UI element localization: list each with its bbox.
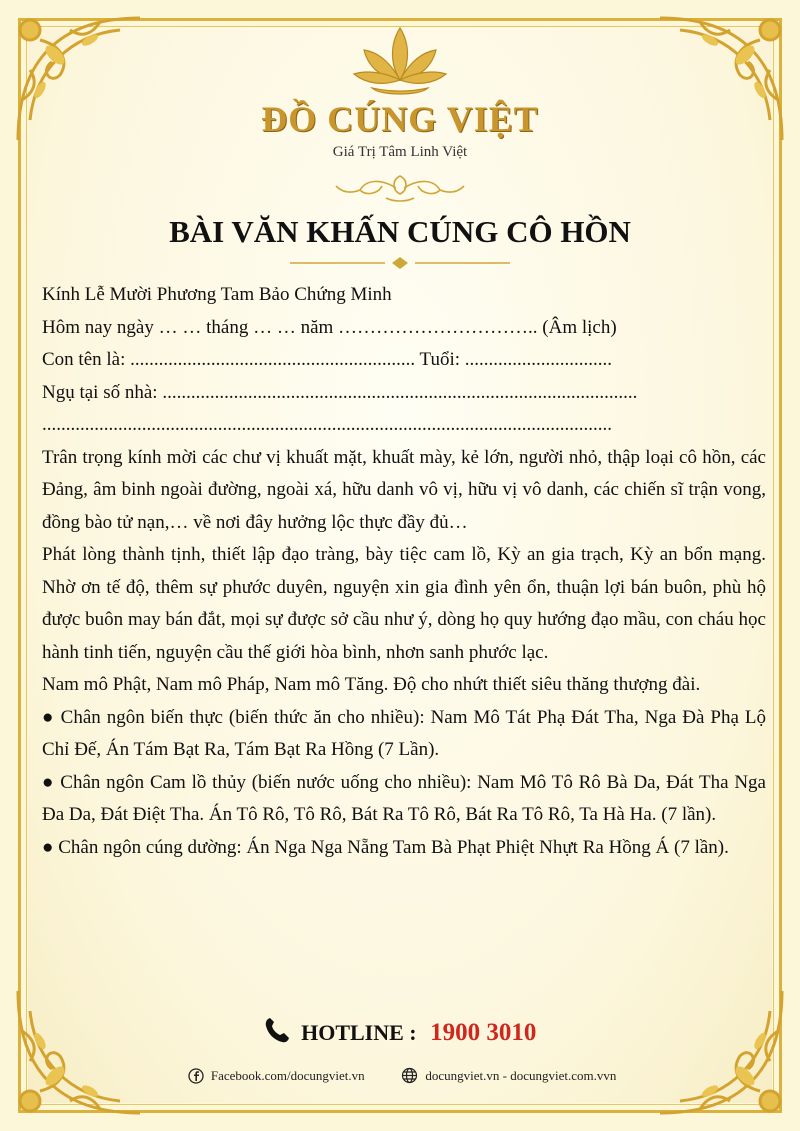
website-link[interactable]: docungviet.vn - docungviet.com.vvn bbox=[425, 1068, 617, 1083]
homage-paragraph: Nam mô Phật, Nam mô Pháp, Nam mô Tăng. Độ cho nhứt thiết siêu thăng thượng đài. bbox=[42, 674, 701, 695]
address-continuation-line: ........................................................................................................................ bbox=[42, 414, 612, 435]
globe-icon bbox=[401, 1067, 418, 1084]
phone-icon bbox=[264, 1016, 290, 1044]
address-line: Ngụ tại số nhà: .................................................................................................... bbox=[42, 381, 638, 403]
brand-tagline: Giá Trị Tâm Linh Việt bbox=[332, 144, 468, 160]
corner-ornament-bottom-right bbox=[650, 981, 800, 1131]
name-age-line: Con tên là: ............................................................ Tuổi: ............................... bbox=[42, 349, 613, 370]
hotline bbox=[0, 1016, 800, 1047]
facebook-link[interactable]: Facebook.com/docungviet.vn bbox=[210, 1068, 365, 1083]
footer-contacts bbox=[0, 1067, 800, 1084]
mantra-offering-paragraph: ● Chân ngôn cúng dường: Án Nga Nga Nẵng Tam Bà Phạt Phiệt Nhựt Ra Hồng Á (7 lần). bbox=[42, 836, 729, 858]
lotus-icon bbox=[350, 22, 450, 100]
divider-ornament bbox=[330, 170, 470, 206]
corner-ornament-bottom-left bbox=[0, 981, 150, 1131]
brand-name: ĐỒ CÚNG VIỆT bbox=[261, 99, 539, 139]
prayer-body bbox=[42, 279, 766, 864]
hotline-number[interactable]: 1900 3010 bbox=[430, 1019, 537, 1046]
page-title: BÀI VĂN KHẤN CÚNG CÔ HỒN bbox=[169, 214, 631, 249]
mantra-water-paragraph: ● Chân ngôn Cam lồ thủy (biến nước uống cho nhiều): Nam Mô Tô Rô Bà Da, Đát Tha Nga Đa Da, Đát Điệt Tha. Án Tô Rô, Tô Rô, Bát Ra Tô Rô, Bát Ra Tô Rô, Ta Hà Ha. (7 lần). bbox=[42, 771, 766, 825]
hotline-label: HOTLINE : bbox=[301, 1020, 417, 1045]
invocation-line: Kính Lễ Mười Phương Tam Bảo Chứng Minh bbox=[42, 284, 392, 305]
invitation-paragraph: Trân trọng kính mời các chư vị khuất mặt, khuất mày, kẻ lớn, người nhỏ, thập loại cô hồn, các Đảng, âm binh ngoài đường, ngoài xá, hữu danh vô vị, hữu vị vô danh, các chiến sĩ trận vong, đồng bào tử nạn,… về nơi đây hưởng lộc thực đầy đủ… bbox=[42, 446, 766, 533]
wishes-paragraph: Phát lòng thành tịnh, thiết lập đạo tràng, bày tiệc cam lồ, Kỳ an gia trạch, Kỳ an bổn mạng. Nhờ ơn tế độ, thêm sự phước duyên, nguyện xin gia đình yên ổn, thuận lợi bán buôn, phù hộ được buôn may bán đắt, mọi sự được sở cầu như ý, dòng họ quy hướng đạo mầu, con cháu học hành tinh tiến, nguyện cầu thế giới hòa bình, nhơn sanh phước lạc. bbox=[42, 544, 766, 663]
mantra-food-paragraph: ● Chân ngôn biến thực (biến thức ăn cho nhiều): Nam Mô Tát Phạ Đát Tha, Nga Đà Phạ Lộ Chỉ Đế, Án Tám Bạt Ra, Tám Bạt Ra Hồng (7 Lần). bbox=[42, 706, 766, 760]
date-line: Hôm nay ngày … … tháng … … năm ………………………….. (Âm lịch) bbox=[42, 316, 617, 338]
title-underline bbox=[290, 256, 510, 270]
facebook-icon bbox=[188, 1068, 204, 1084]
